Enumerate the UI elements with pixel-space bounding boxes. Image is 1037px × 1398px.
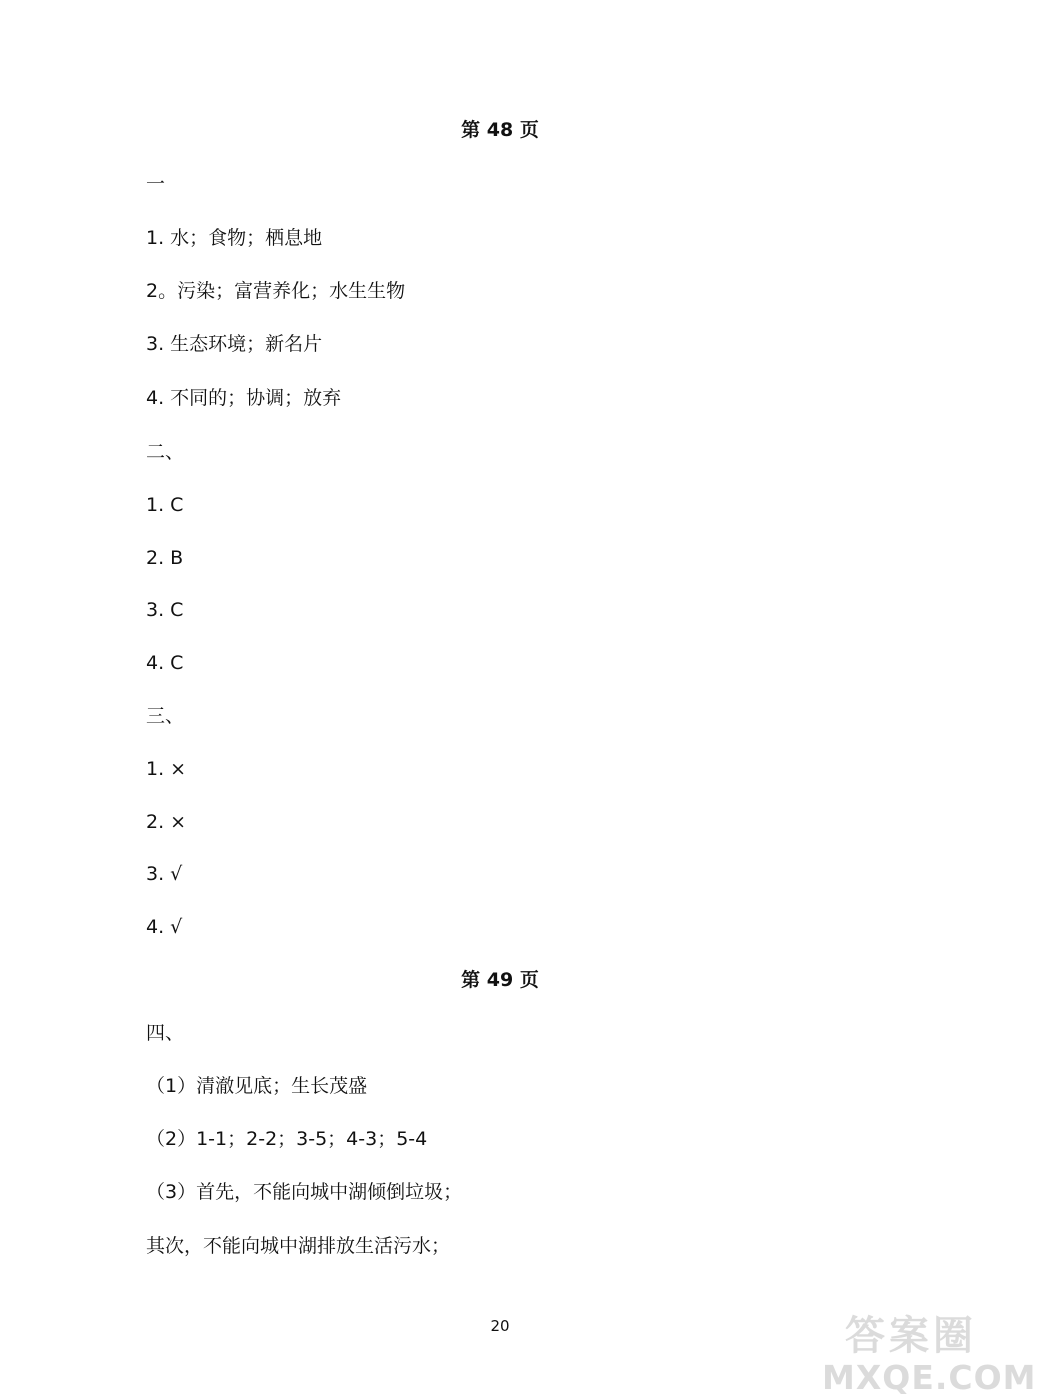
watermark — [822, 1310, 1037, 1398]
section-label: 一 — [146, 173, 166, 195]
answer-line: 1. × — [146, 758, 187, 780]
answer-line: （1）清澈见底；生长茂盛 — [146, 1075, 368, 1097]
section-label: 三、 — [146, 705, 185, 727]
section-label: 四、 — [146, 1022, 185, 1044]
section-title: 第 48 页 — [461, 119, 539, 141]
page-number: 20 — [490, 1317, 510, 1335]
answer-line: 1. 水；食物；栖息地 — [146, 227, 323, 249]
section-title: 第 49 页 — [461, 969, 539, 991]
answer-line: 1. C — [146, 494, 184, 516]
answer-line: 2。污染；富营养化；水生生物 — [146, 280, 406, 302]
answer-line: （2）1-1；2-2；3-5；4-3；5-4 — [146, 1128, 428, 1150]
answer-line: 3. √ — [146, 863, 183, 885]
watermark-text: MXQE.COM — [822, 1358, 1037, 1397]
answer-line: （3）首先，不能向城中湖倾倒垃圾； — [146, 1181, 463, 1203]
answer-line: 其次，不能向城中湖排放生活污水； — [146, 1235, 451, 1257]
answer-line: 2. × — [146, 811, 187, 833]
answer-line: 3. C — [146, 599, 184, 621]
answer-line: 4. C — [146, 652, 184, 674]
answer-line: 3. 生态环境；新名片 — [146, 333, 323, 355]
section-label: 二、 — [146, 441, 185, 463]
answer-line: 4. √ — [146, 916, 183, 938]
answer-line: 2. B — [146, 547, 184, 569]
watermark-logo: 答案圈 — [845, 1313, 977, 1359]
answer-line: 4. 不同的；协调；放弃 — [146, 387, 342, 409]
